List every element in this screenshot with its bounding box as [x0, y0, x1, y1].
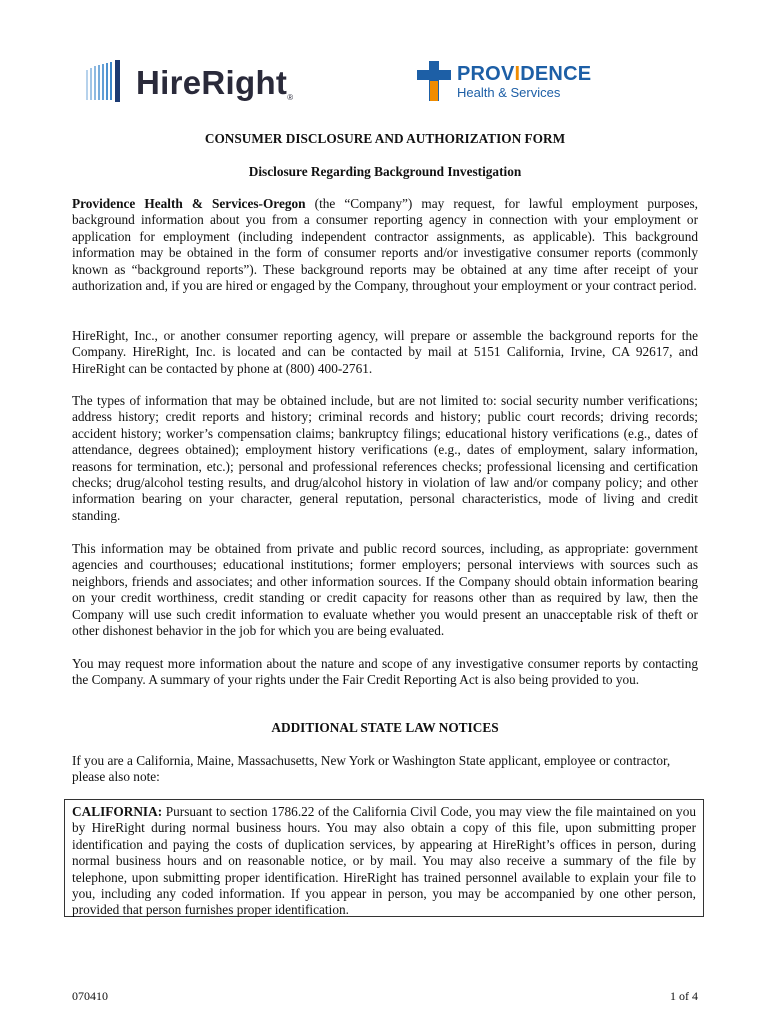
page-number: 1 of 4 [670, 989, 698, 1003]
paragraph-information-sources: This information may be obtained from private and public record sources, including, as appropriate: government agencies and courthouses; educational institutions; former employers; personal interviews with sources such as neighbors, friends and associates; and other information sources. If the Company should obtain information bearing on your credit worthiness, credit standing or credit capacity for reasons other than as required by law, then the Company will use such credit information to evaluate whether you would present an unacceptable risk of theft or other dishonest behavior in the job for which you are being evaluated. [72, 541, 698, 639]
california-notice-text: Pursuant to section 1786.22 of the California Civil Code, you may view the file maintained on you by HireRight during normal business hours. You may also obtain a copy of this file, upon submitting proper identification and paying the costs of duplication services, by appearing at HireRight’s offices in person, during normal business hours and on reasonable notice, or by mail. You may also receive a summary of the file by telephone, upon submitting proper identification. HireRight has trained personnel available to explain your file to you, including any coded information. If you appear in person, you may be accompanied by one other person, provided that person furnishes proper identification. [72, 804, 696, 918]
form-code: 070410 [72, 989, 108, 1003]
paragraph-request-info: You may request more information about the nature and scope of any investigative consumer reports by contacting the Company. A summary of your rights under the Fair Credit Reporting Act is also being provided to you. [72, 656, 698, 688]
paragraph-hireright-contact: HireRight, Inc., or another consumer reporting agency, will prepare or assemble the background reports for the Company. HireRight, Inc. is located and can be contacted by mail at 5151 California, Irvine, CA 92617, and HireRight can be contacted by phone at (800) 400-2761. [72, 328, 698, 376]
form-subtitle: Disclosure Regarding Background Investigation [248, 164, 522, 179]
paragraph-company-request: Providence Health & Services-Oregon (the “Company”) may request, for lawful employment purposes, background information about you from a consumer reporting agency in connection with your employment or application for employment (including independent contractor assignments, as applicable). This background information may be obtained in the form of consumer reports and/or investigative consumer reports (commonly known as “background reports”). These background reports may be obtained at any time after receipt of your authorization and, if you are hired or engaged by the Company, throughout your employment or your contract period. [72, 196, 698, 294]
company-name: Providence Health & Services-Oregon [72, 196, 306, 211]
providence-subtitle: Health & Services [457, 85, 561, 100]
paragraph-information-types: The types of information that may be obtained include, but are not limited to: social security number verifications; address history; credit reports and history; criminal records and history; public court records; driving records; accident history; worker’s compensation claims; bankruptcy filings; educational history verifications (e.g., dates of attendance, degrees obtained); employment history verifications (e.g., dates of employment, salary information, reasons for termination, etc.); personal and professional references checks; professional licensing and certification checks; drug/alcohol testing results, and drug/alcohol history in violation of law and/or company policy; and other information bearing on your character, general reputation, personal characteristics, mode of living and credit standing. [72, 393, 698, 523]
paragraph-state-applicants: If you are a California, Maine, Massachusetts, New York or Washington State applicant, employee or contractor, please also note: [72, 753, 671, 785]
hireright-book-icon [84, 60, 128, 104]
providence-cross-icon [417, 61, 451, 101]
hireright-wordmark: HireRight [136, 64, 288, 101]
providence-wordmark: PROVIDENCE [457, 63, 592, 85]
california-label: CALIFORNIA: [72, 804, 163, 819]
registered-mark: ® [287, 93, 294, 102]
section-title-state-notices: ADDITIONAL STATE LAW NOTICES [271, 720, 499, 735]
hireright-logo [84, 58, 304, 108]
california-notice-box [64, 799, 704, 917]
form-title: CONSUMER DISCLOSURE AND AUTHORIZATION FORM [204, 131, 566, 146]
providence-logo [417, 61, 617, 103]
